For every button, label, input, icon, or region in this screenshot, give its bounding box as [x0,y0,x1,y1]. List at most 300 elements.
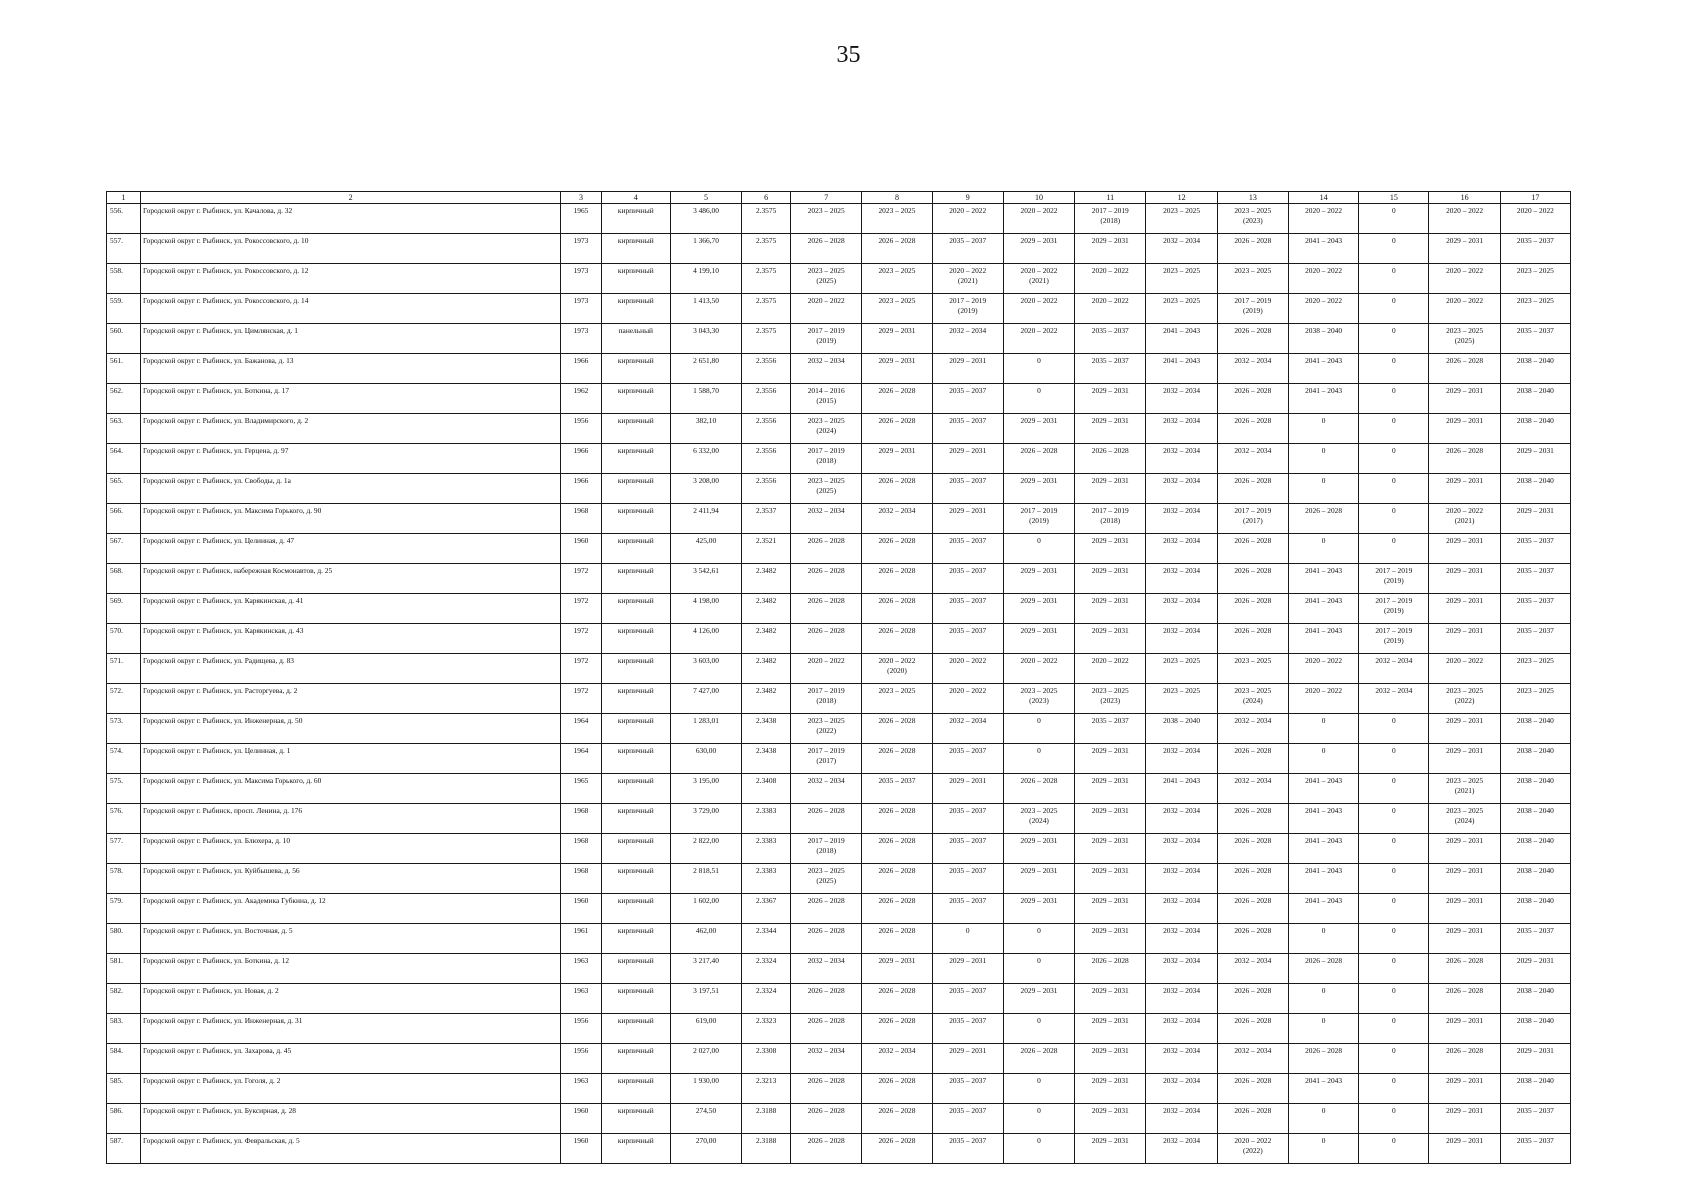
housing-table [106,191,1571,1164]
table-row [107,894,1571,924]
table-cell: 2020 – 2022 [1288,654,1358,684]
table-cell: 2035 – 2037 [932,534,1003,564]
table-cell: 2023 – 2025 [791,204,862,234]
table-cell: 2026 – 2028 [1429,954,1500,984]
period-year: (2018) [1100,215,1121,225]
table-cell: 2029 – 2031 [1075,804,1146,834]
table-cell: 2032 – 2034 [1146,744,1217,774]
table-cell: кирпичный [601,1044,670,1074]
table-cell: 2.3482 [742,684,791,714]
table-cell: 561. [107,354,141,384]
period-range: 2017 – 2019 [1091,506,1129,515]
table-cell: 2026 – 2028 [1217,384,1288,414]
table-cell: кирпичный [601,654,670,684]
table-row [107,534,1571,564]
period-year: (2024) [1242,695,1263,705]
table-cell: 2029 – 2031 [1075,234,1146,264]
table-cell [932,294,1003,324]
column-header: 8 [862,192,932,204]
table-cell: 574. [107,744,141,774]
table-cell: 2029 – 2031 [1075,1044,1146,1074]
table-cell: 2035 – 2037 [1500,924,1570,954]
table-row [107,504,1571,534]
table-cell: 1 283,01 [670,714,741,744]
table-cell: 2026 – 2028 [1003,444,1074,474]
table-cell: 0 [1359,1044,1429,1074]
table-cell: 2035 – 2037 [932,1014,1003,1044]
period-range: 2017 – 2019 [1375,566,1413,575]
table-cell: 2020 – 2022 [1429,654,1500,684]
table-cell: 2026 – 2028 [1429,354,1500,384]
table-cell: 2029 – 2031 [1075,774,1146,804]
table-cell: 1 588,70 [670,384,741,414]
table-row [107,594,1571,624]
table-cell: 583. [107,1014,141,1044]
table-cell: 2029 – 2031 [1003,474,1074,504]
table-cell: 1963 [561,984,601,1014]
table-cell: 270,00 [670,1134,741,1164]
table-cell: 2.3324 [742,954,791,984]
table-cell: кирпичный [601,714,670,744]
column-header: 17 [1500,192,1570,204]
period-range: 2023 – 2025 [1234,206,1272,215]
table-cell: Городской округ г. Рыбинск, ул. Целинная, д. 47 [141,534,561,564]
period-range: 2017 – 2019 [1234,296,1272,305]
table-row [107,774,1571,804]
table-cell: 2026 – 2028 [1003,1044,1074,1074]
table-cell: 2029 – 2031 [1075,474,1146,504]
table-cell: 3 603,00 [670,654,741,684]
table-cell: 1973 [561,294,601,324]
table-cell: 2020 – 2022 [932,204,1003,234]
table-cell: 2029 – 2031 [932,504,1003,534]
table-cell: 571. [107,654,141,684]
column-header: 4 [601,192,670,204]
table-cell: Городской округ г. Рыбинск, ул. Куйбышева, д. 56 [141,864,561,894]
table-cell: 2.3575 [742,264,791,294]
table-cell: 0 [1288,714,1358,744]
table-cell: 2020 – 2022 [1003,204,1074,234]
table-cell: 1 930,00 [670,1074,741,1104]
table-row [107,474,1571,504]
table-cell: 2035 – 2037 [932,1074,1003,1104]
table-cell: 2026 – 2028 [1288,954,1358,984]
table-cell [791,714,862,744]
table-cell: 1 366,70 [670,234,741,264]
table-cell: Городской округ г. Рыбинск, ул. Цимлянская, д. 1 [141,324,561,354]
period-range: 2023 – 2025 [1446,806,1484,815]
table-cell [1429,504,1500,534]
table-cell: 0 [1003,954,1074,984]
table-cell: 2026 – 2028 [862,414,932,444]
table-cell: 462,00 [670,924,741,954]
table-cell: 6 332,00 [670,444,741,474]
table-cell: 2032 – 2034 [1146,1134,1217,1164]
table-cell: 2032 – 2034 [1146,924,1217,954]
table-cell: 2020 – 2022 [1075,654,1146,684]
table-cell: 2 651,80 [670,354,741,384]
table-cell: 1973 [561,234,601,264]
table-cell: 2029 – 2031 [932,444,1003,474]
table-row [107,1044,1571,1074]
table-cell: 274,50 [670,1104,741,1134]
table-row [107,384,1571,414]
table-cell: 1960 [561,1134,601,1164]
table-cell: 579. [107,894,141,924]
table-cell: 0 [1359,234,1429,264]
table-cell: 2029 – 2031 [1003,864,1074,894]
table-cell: 2023 – 2025 [1500,654,1570,684]
table-cell: 2032 – 2034 [1146,1074,1217,1104]
table-cell: 2026 – 2028 [862,474,932,504]
table-cell: 2041 – 2043 [1288,804,1358,834]
table-cell: Городской округ г. Рыбинск, ул. Инженерная, д. 31 [141,1014,561,1044]
table-cell: кирпичный [601,264,670,294]
column-header: 3 [561,192,601,204]
table-cell: 2032 – 2034 [1359,654,1429,684]
table-cell: 1972 [561,624,601,654]
table-cell [791,414,862,444]
table-cell [791,264,862,294]
table-cell: 565. [107,474,141,504]
table-cell: 0 [1288,924,1358,954]
table-cell [1429,684,1500,714]
table-cell: 2026 – 2028 [1217,1014,1288,1044]
table-cell: 4 199,10 [670,264,741,294]
table-row [107,684,1571,714]
table-cell: 1963 [561,1074,601,1104]
period-range: 2020 – 2022 [1446,506,1484,515]
table-cell: кирпичный [601,624,670,654]
table-cell: 2041 – 2043 [1288,774,1358,804]
table-cell: 2 822,00 [670,834,741,864]
table-cell: 1 413,50 [670,294,741,324]
period-year: (2021) [1029,275,1049,285]
period-range: 2014 – 2016 [807,386,845,395]
table-cell: 2032 – 2034 [1217,444,1288,474]
table-cell: 1956 [561,1044,601,1074]
table-cell: 2.3556 [742,444,791,474]
table-cell: 1956 [561,414,601,444]
period-year: (2024) [816,425,837,435]
table-cell: 2029 – 2031 [932,354,1003,384]
table-row [107,954,1571,984]
period-year: (2023) [1100,695,1121,705]
table-row [107,414,1571,444]
table-cell: 1962 [561,384,601,414]
table-cell: 559. [107,294,141,324]
table-cell: 2041 – 2043 [1288,234,1358,264]
table-cell: 2032 – 2034 [1146,564,1217,594]
table-cell: 0 [1359,474,1429,504]
table-cell: 1 602,00 [670,894,741,924]
table-cell: 1963 [561,954,601,984]
table-cell: 585. [107,1074,141,1104]
table-cell: 577. [107,834,141,864]
table-cell: 3 217,40 [670,954,741,984]
table-cell: 2020 – 2022 [1003,654,1074,684]
column-header: 16 [1429,192,1500,204]
column-header: 11 [1075,192,1146,204]
table-cell: 0 [1359,354,1429,384]
table-cell: 2.3344 [742,924,791,954]
table-cell: 2029 – 2031 [1003,894,1074,924]
table-cell: 2023 – 2025 [1146,264,1217,294]
table-cell: 2.3324 [742,984,791,1014]
table-cell: 2020 – 2022 [1075,264,1146,294]
table-cell [791,444,862,474]
table-cell: 2029 – 2031 [1429,834,1500,864]
table-cell: 2.3556 [742,384,791,414]
table-cell: 2.3323 [742,1014,791,1044]
column-header: 13 [1217,192,1288,204]
table-cell: 582. [107,984,141,1014]
table-cell: 2023 – 2025 [862,294,932,324]
table-cell: 2029 – 2031 [1429,474,1500,504]
table-cell: 3 195,00 [670,774,741,804]
period-year: (2019) [816,335,837,345]
table-cell: 2020 – 2022 [1500,204,1570,234]
table-cell: 2035 – 2037 [932,384,1003,414]
table-cell: 0 [1288,534,1358,564]
table-cell: 2023 – 2025 [1500,264,1570,294]
table-cell: 0 [1359,744,1429,774]
period-range: 2023 – 2025 [807,266,845,275]
table-cell: 2023 – 2025 [862,684,932,714]
table-cell: Городской округ г. Рыбинск, набережная Космонавтов, д. 25 [141,564,561,594]
table-cell: 2029 – 2031 [1429,414,1500,444]
period-year: (2021) [1454,785,1475,795]
table-cell: 558. [107,264,141,294]
table-cell: 2026 – 2028 [791,1134,862,1164]
table-cell: 2032 – 2034 [1146,384,1217,414]
period-range: 2017 – 2019 [807,326,845,335]
period-range: 2023 – 2025 [807,866,845,875]
table-cell: 0 [1359,984,1429,1014]
table-cell: 573. [107,714,141,744]
table-cell: 2020 – 2022 [1003,294,1074,324]
table-cell: 2026 – 2028 [862,594,932,624]
table-cell: 2026 – 2028 [791,534,862,564]
table-cell: 0 [1288,1014,1358,1044]
table-cell [791,684,862,714]
table-cell: 2026 – 2028 [1217,804,1288,834]
table-cell: 587. [107,1134,141,1164]
column-header: 7 [791,192,862,204]
table-cell: 2026 – 2028 [791,894,862,924]
table-cell: 2035 – 2037 [932,834,1003,864]
table-cell: 2026 – 2028 [1429,444,1500,474]
table-cell: Городской округ г. Рыбинск, ул. Боткина, д. 17 [141,384,561,414]
table-cell: кирпичный [601,864,670,894]
table-cell: 2020 – 2022 [1075,294,1146,324]
table-cell: 2029 – 2031 [1075,1104,1146,1134]
table-cell: 2041 – 2043 [1288,894,1358,924]
table-cell: 3 208,00 [670,474,741,504]
table-cell: 1973 [561,324,601,354]
table-cell: 0 [1359,204,1429,234]
column-header: 15 [1359,192,1429,204]
table-cell: 4 126,00 [670,624,741,654]
table-cell: кирпичный [601,1104,670,1134]
table-cell: 2041 – 2043 [1288,864,1358,894]
table-cell: 2020 – 2022 [1288,684,1358,714]
column-header: 2 [141,192,561,204]
table-cell [1075,684,1146,714]
table-row [107,834,1571,864]
table-cell: 556. [107,204,141,234]
table-cell: Городской округ г. Рыбинск, ул. Карякинская, д. 43 [141,624,561,654]
table-cell: 2029 – 2031 [932,774,1003,804]
table-row [107,1014,1571,1044]
table-cell: 2029 – 2031 [862,954,932,984]
table-cell: 2026 – 2028 [791,234,862,264]
table-cell: 2026 – 2028 [1217,534,1288,564]
table-cell: Городской округ г. Рыбинск, ул. Боткина, д. 12 [141,954,561,984]
table-cell: 2032 – 2034 [1146,864,1217,894]
table-cell: 2029 – 2031 [1429,534,1500,564]
table-cell: 560. [107,324,141,354]
table-cell: 2026 – 2028 [1288,504,1358,534]
table-cell: 2032 – 2034 [791,954,862,984]
period-year: (2017) [816,755,837,765]
table-cell: 2032 – 2034 [1146,1104,1217,1134]
period-range: 2023 – 2025 [1020,806,1058,815]
table-cell: 2026 – 2028 [862,744,932,774]
period-year: (2020) [887,665,907,675]
table-cell [1003,804,1074,834]
table-cell: 2035 – 2037 [1500,324,1570,354]
table-cell: 2029 – 2031 [862,354,932,384]
table-cell: 0 [1359,264,1429,294]
table-cell: 2.3383 [742,864,791,894]
table-cell: 0 [1288,984,1358,1014]
table-cell [791,834,862,864]
table-cell: 2038 – 2040 [1500,354,1570,384]
table-cell: 0 [1288,744,1358,774]
table-cell: кирпичный [601,984,670,1014]
period-year: (2019) [1383,575,1404,585]
table-cell: 2026 – 2028 [1217,564,1288,594]
table-cell: 2020 – 2022 [791,654,862,684]
table-cell: 2.3213 [742,1074,791,1104]
table-cell: 2038 – 2040 [1500,714,1570,744]
table-cell [1217,684,1288,714]
table-row [107,714,1571,744]
table-cell: 0 [1359,804,1429,834]
table-cell [1075,504,1146,534]
table-cell: 3 197,51 [670,984,741,1014]
table-cell: 0 [1003,1074,1074,1104]
table-cell: 2026 – 2028 [1217,1074,1288,1104]
table-cell: 2023 – 2025 [1500,294,1570,324]
table-cell: 0 [1359,534,1429,564]
table-cell: 2029 – 2031 [1500,1044,1570,1074]
table-cell: 2032 – 2034 [1146,444,1217,474]
table-cell: 2029 – 2031 [1003,834,1074,864]
table-cell: 2032 – 2034 [1217,1044,1288,1074]
table-body [107,204,1571,1164]
table-cell: 2041 – 2043 [1146,354,1217,384]
period-year: (2019) [1383,635,1404,645]
table-cell: 2032 – 2034 [791,354,862,384]
table-cell: 2035 – 2037 [932,894,1003,924]
table-cell: 2020 – 2022 [932,684,1003,714]
column-header: 9 [932,192,1003,204]
table-cell: 3 486,00 [670,204,741,234]
period-range: 2023 – 2025 [807,716,845,725]
table-cell: 2029 – 2031 [1429,234,1500,264]
table-cell: 2035 – 2037 [932,984,1003,1014]
table-cell: 0 [1359,1104,1429,1134]
table-cell: 2032 – 2034 [1217,774,1288,804]
table-cell: 1956 [561,1014,601,1044]
table-cell: 2026 – 2028 [862,804,932,834]
table-cell: 0 [1003,714,1074,744]
table-cell: 2032 – 2034 [1146,954,1217,984]
table-cell: 0 [1359,834,1429,864]
table-cell: 2038 – 2040 [1500,804,1570,834]
table-cell: Городской округ г. Рыбинск, ул. Максима Горького, д. 90 [141,504,561,534]
table-cell: 2029 – 2031 [1429,1134,1500,1164]
table-cell: 2029 – 2031 [1075,414,1146,444]
column-header: 14 [1288,192,1358,204]
table-cell: 2023 – 2025 [1146,294,1217,324]
table-cell: 1972 [561,684,601,714]
table-cell: 2.3575 [742,324,791,354]
table-cell: 2020 – 2022 [1429,264,1500,294]
table-cell: 2035 – 2037 [1500,234,1570,264]
table-cell: 2.3537 [742,504,791,534]
table-cell: 1968 [561,504,601,534]
table-cell: 2029 – 2031 [1003,594,1074,624]
table-cell: 7 427,00 [670,684,741,714]
column-header: 6 [742,192,791,204]
period-year: (2019) [1242,305,1263,315]
table-cell: 2032 – 2034 [1146,804,1217,834]
table-cell: 2032 – 2034 [932,714,1003,744]
table-cell: 2.3482 [742,594,791,624]
table-cell: 2026 – 2028 [791,624,862,654]
table-cell [1429,774,1500,804]
table-cell: 2026 – 2028 [791,594,862,624]
table-cell: 2032 – 2034 [862,504,932,534]
table-cell: 2032 – 2034 [862,1044,932,1074]
table-cell: 2.3482 [742,564,791,594]
table-cell: 2.3482 [742,624,791,654]
table-row [107,1104,1571,1134]
table-cell: 2029 – 2031 [1429,594,1500,624]
table-cell: 575. [107,774,141,804]
table-cell: 2020 – 2022 [1429,204,1500,234]
table-cell: 2023 – 2025 [862,204,932,234]
table-cell: 2026 – 2028 [862,534,932,564]
table-cell: 2.3408 [742,774,791,804]
table-cell: 2026 – 2028 [1217,624,1288,654]
table-cell: 2026 – 2028 [1217,324,1288,354]
table-cell: кирпичный [601,1074,670,1104]
table-cell: 2035 – 2037 [1500,624,1570,654]
table-cell: 2029 – 2031 [1500,504,1570,534]
table-cell: 2038 – 2040 [1500,414,1570,444]
table-cell: 2038 – 2040 [1500,1074,1570,1104]
table-cell: 2035 – 2037 [862,774,932,804]
table-cell: 0 [1288,414,1358,444]
table-cell: Городской округ г. Рыбинск, ул. Максима Горького, д. 60 [141,774,561,804]
table-cell: 2026 – 2028 [1217,834,1288,864]
table-cell [791,744,862,774]
table-cell: 2038 – 2040 [1500,1014,1570,1044]
